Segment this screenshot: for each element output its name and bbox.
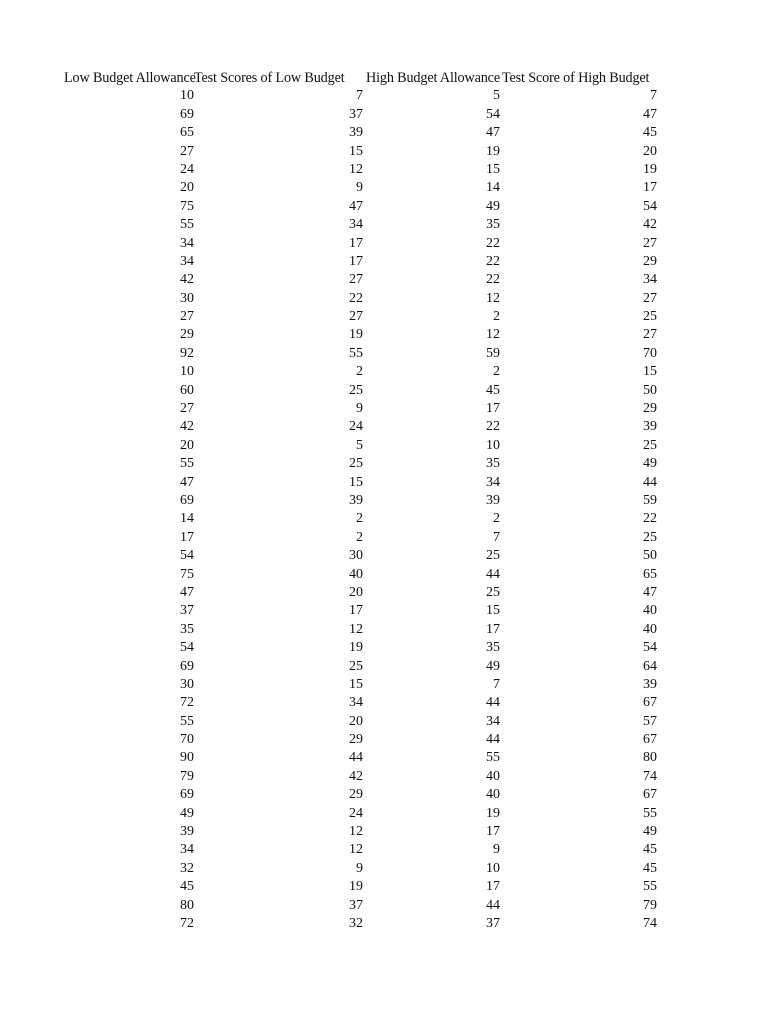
table-row xyxy=(0,510,768,528)
table-row xyxy=(0,143,768,161)
table-row xyxy=(0,326,768,344)
cell-test-score-low-budget: 19 xyxy=(349,327,363,343)
cell-test-score-high-budget: 40 xyxy=(643,621,657,637)
table-row xyxy=(0,529,768,547)
cell-low-budget-allowance: 24 xyxy=(180,161,194,177)
cell-low-budget-allowance: 17 xyxy=(180,529,194,545)
cell-test-score-high-budget: 7 xyxy=(650,88,657,104)
table-row xyxy=(0,400,768,418)
cell-test-score-low-budget: 12 xyxy=(349,842,363,858)
cell-test-score-high-budget: 19 xyxy=(643,161,657,177)
cell-high-budget-allowance: 17 xyxy=(486,621,500,637)
cell-test-score-high-budget: 50 xyxy=(643,548,657,564)
cell-low-budget-allowance: 35 xyxy=(180,621,194,637)
cell-test-score-high-budget: 27 xyxy=(643,290,657,306)
table-row xyxy=(0,418,768,436)
table-row xyxy=(0,290,768,308)
cell-test-score-low-budget: 17 xyxy=(349,603,363,619)
cell-test-score-high-budget: 34 xyxy=(643,272,657,288)
cell-high-budget-allowance: 2 xyxy=(493,364,500,380)
cell-test-score-high-budget: 55 xyxy=(643,805,657,821)
cell-test-score-high-budget: 67 xyxy=(643,695,657,711)
cell-high-budget-allowance: 45 xyxy=(486,382,500,398)
table-row xyxy=(0,658,768,676)
cell-low-budget-allowance: 30 xyxy=(180,290,194,306)
cell-low-budget-allowance: 79 xyxy=(180,768,194,784)
cell-test-score-high-budget: 45 xyxy=(643,842,657,858)
cell-high-budget-allowance: 15 xyxy=(486,603,500,619)
cell-test-score-high-budget: 15 xyxy=(643,364,657,380)
cell-test-score-low-budget: 19 xyxy=(349,640,363,656)
cell-test-score-low-budget: 12 xyxy=(349,161,363,177)
cell-test-score-low-budget: 29 xyxy=(349,787,363,803)
cell-test-score-high-budget: 54 xyxy=(643,640,657,656)
cell-low-budget-allowance: 42 xyxy=(180,419,194,435)
cell-test-score-low-budget: 44 xyxy=(349,750,363,766)
cell-low-budget-allowance: 34 xyxy=(180,235,194,251)
cell-low-budget-allowance: 14 xyxy=(180,511,194,527)
table-row xyxy=(0,823,768,841)
cell-low-budget-allowance: 55 xyxy=(180,217,194,233)
cell-test-score-high-budget: 59 xyxy=(643,492,657,508)
cell-low-budget-allowance: 55 xyxy=(180,456,194,472)
cell-high-budget-allowance: 47 xyxy=(486,125,500,141)
data-rows xyxy=(0,87,768,933)
cell-low-budget-allowance: 29 xyxy=(180,327,194,343)
cell-test-score-low-budget: 20 xyxy=(349,713,363,729)
cell-high-budget-allowance: 22 xyxy=(486,272,500,288)
cell-low-budget-allowance: 27 xyxy=(180,401,194,417)
table-row xyxy=(0,198,768,216)
table-row xyxy=(0,749,768,767)
cell-high-budget-allowance: 40 xyxy=(486,768,500,784)
cell-high-budget-allowance: 9 xyxy=(493,842,500,858)
cell-test-score-low-budget: 29 xyxy=(349,732,363,748)
cell-high-budget-allowance: 19 xyxy=(486,143,500,159)
cell-high-budget-allowance: 10 xyxy=(486,437,500,453)
table-row xyxy=(0,382,768,400)
data-sheet xyxy=(0,69,768,933)
table-row xyxy=(0,87,768,105)
cell-test-score-high-budget: 47 xyxy=(643,106,657,122)
cell-test-score-low-budget: 22 xyxy=(349,290,363,306)
cell-test-score-high-budget: 44 xyxy=(643,474,657,490)
cell-low-budget-allowance: 27 xyxy=(180,309,194,325)
cell-low-budget-allowance: 69 xyxy=(180,658,194,674)
cell-test-score-high-budget: 49 xyxy=(643,824,657,840)
cell-low-budget-allowance: 92 xyxy=(180,345,194,361)
cell-test-score-high-budget: 50 xyxy=(643,382,657,398)
cell-test-score-low-budget: 37 xyxy=(349,897,363,913)
table-row xyxy=(0,455,768,473)
cell-high-budget-allowance: 55 xyxy=(486,750,500,766)
cell-test-score-high-budget: 39 xyxy=(643,676,657,692)
cell-low-budget-allowance: 42 xyxy=(180,272,194,288)
table-row xyxy=(0,602,768,620)
cell-test-score-high-budget: 67 xyxy=(643,787,657,803)
cell-low-budget-allowance: 10 xyxy=(180,364,194,380)
cell-test-score-low-budget: 17 xyxy=(349,235,363,251)
table-row xyxy=(0,106,768,124)
table-row xyxy=(0,915,768,933)
table-row xyxy=(0,713,768,731)
cell-test-score-high-budget: 80 xyxy=(643,750,657,766)
cell-test-score-high-budget: 57 xyxy=(643,713,657,729)
cell-test-score-low-budget: 15 xyxy=(349,474,363,490)
cell-high-budget-allowance: 15 xyxy=(486,161,500,177)
cell-test-score-low-budget: 9 xyxy=(356,860,363,876)
cell-low-budget-allowance: 34 xyxy=(180,842,194,858)
table-row xyxy=(0,492,768,510)
cell-high-budget-allowance: 2 xyxy=(493,309,500,325)
cell-test-score-low-budget: 24 xyxy=(349,419,363,435)
cell-high-budget-allowance: 35 xyxy=(486,456,500,472)
cell-low-budget-allowance: 70 xyxy=(180,732,194,748)
cell-low-budget-allowance: 54 xyxy=(180,548,194,564)
table-row xyxy=(0,878,768,896)
header-low-budget-allowance: Low Budget Allowance xyxy=(64,70,196,86)
cell-test-score-high-budget: 45 xyxy=(643,860,657,876)
cell-test-score-low-budget: 34 xyxy=(349,695,363,711)
header-row xyxy=(0,69,768,87)
cell-high-budget-allowance: 17 xyxy=(486,824,500,840)
cell-test-score-high-budget: 54 xyxy=(643,198,657,214)
cell-test-score-low-budget: 7 xyxy=(356,88,363,104)
cell-test-score-high-budget: 64 xyxy=(643,658,657,674)
cell-test-score-low-budget: 40 xyxy=(349,566,363,582)
cell-high-budget-allowance: 34 xyxy=(486,713,500,729)
cell-low-budget-allowance: 75 xyxy=(180,198,194,214)
cell-high-budget-allowance: 14 xyxy=(486,180,500,196)
cell-low-budget-allowance: 69 xyxy=(180,492,194,508)
cell-low-budget-allowance: 37 xyxy=(180,603,194,619)
cell-test-score-low-budget: 32 xyxy=(349,915,363,931)
cell-high-budget-allowance: 25 xyxy=(486,548,500,564)
table-row xyxy=(0,437,768,455)
cell-test-score-high-budget: 39 xyxy=(643,419,657,435)
cell-test-score-low-budget: 34 xyxy=(349,217,363,233)
cell-high-budget-allowance: 17 xyxy=(486,401,500,417)
table-row xyxy=(0,179,768,197)
cell-high-budget-allowance: 34 xyxy=(486,474,500,490)
cell-test-score-low-budget: 27 xyxy=(349,272,363,288)
cell-low-budget-allowance: 60 xyxy=(180,382,194,398)
cell-test-score-low-budget: 25 xyxy=(349,658,363,674)
cell-test-score-low-budget: 20 xyxy=(349,584,363,600)
cell-high-budget-allowance: 49 xyxy=(486,198,500,214)
table-row xyxy=(0,474,768,492)
table-row xyxy=(0,547,768,565)
cell-test-score-high-budget: 74 xyxy=(643,915,657,931)
table-row xyxy=(0,161,768,179)
cell-test-score-high-budget: 29 xyxy=(643,401,657,417)
cell-test-score-low-budget: 15 xyxy=(349,143,363,159)
cell-test-score-high-budget: 29 xyxy=(643,253,657,269)
cell-test-score-high-budget: 70 xyxy=(643,345,657,361)
cell-test-score-high-budget: 20 xyxy=(643,143,657,159)
cell-test-score-high-budget: 42 xyxy=(643,217,657,233)
cell-high-budget-allowance: 44 xyxy=(486,732,500,748)
cell-test-score-high-budget: 22 xyxy=(643,511,657,527)
table-row xyxy=(0,639,768,657)
cell-high-budget-allowance: 7 xyxy=(493,676,500,692)
cell-test-score-low-budget: 47 xyxy=(349,198,363,214)
cell-low-budget-allowance: 54 xyxy=(180,640,194,656)
cell-test-score-high-budget: 67 xyxy=(643,732,657,748)
cell-low-budget-allowance: 10 xyxy=(180,88,194,104)
cell-high-budget-allowance: 2 xyxy=(493,511,500,527)
cell-low-budget-allowance: 47 xyxy=(180,584,194,600)
cell-high-budget-allowance: 37 xyxy=(486,915,500,931)
cell-test-score-low-budget: 27 xyxy=(349,309,363,325)
table-row xyxy=(0,584,768,602)
table-row xyxy=(0,124,768,142)
table-row xyxy=(0,235,768,253)
cell-test-score-high-budget: 55 xyxy=(643,879,657,895)
table-row xyxy=(0,694,768,712)
cell-low-budget-allowance: 90 xyxy=(180,750,194,766)
table-row xyxy=(0,363,768,381)
cell-test-score-high-budget: 17 xyxy=(643,180,657,196)
cell-low-budget-allowance: 72 xyxy=(180,695,194,711)
cell-test-score-high-budget: 49 xyxy=(643,456,657,472)
cell-high-budget-allowance: 19 xyxy=(486,805,500,821)
cell-low-budget-allowance: 27 xyxy=(180,143,194,159)
cell-low-budget-allowance: 55 xyxy=(180,713,194,729)
cell-high-budget-allowance: 35 xyxy=(486,640,500,656)
table-row xyxy=(0,897,768,915)
table-row xyxy=(0,805,768,823)
table-row xyxy=(0,621,768,639)
cell-low-budget-allowance: 34 xyxy=(180,253,194,269)
cell-test-score-low-budget: 15 xyxy=(349,676,363,692)
cell-test-score-low-budget: 9 xyxy=(356,401,363,417)
table-row xyxy=(0,308,768,326)
table-row xyxy=(0,860,768,878)
cell-test-score-low-budget: 30 xyxy=(349,548,363,564)
cell-high-budget-allowance: 5 xyxy=(493,88,500,104)
cell-test-score-low-budget: 37 xyxy=(349,106,363,122)
header-high-budget-allowance: High Budget Allowance xyxy=(366,70,500,86)
cell-high-budget-allowance: 17 xyxy=(486,879,500,895)
cell-low-budget-allowance: 47 xyxy=(180,474,194,490)
table-row xyxy=(0,271,768,289)
cell-low-budget-allowance: 30 xyxy=(180,676,194,692)
table-row xyxy=(0,731,768,749)
header-test-score-high-budget: Test Score of High Budget xyxy=(502,70,650,86)
table-row xyxy=(0,253,768,271)
table-row xyxy=(0,841,768,859)
cell-high-budget-allowance: 25 xyxy=(486,584,500,600)
cell-high-budget-allowance: 54 xyxy=(486,106,500,122)
cell-test-score-low-budget: 2 xyxy=(356,529,363,545)
cell-test-score-low-budget: 39 xyxy=(349,492,363,508)
cell-high-budget-allowance: 10 xyxy=(486,860,500,876)
cell-test-score-low-budget: 9 xyxy=(356,180,363,196)
cell-test-score-low-budget: 12 xyxy=(349,824,363,840)
table-row xyxy=(0,216,768,234)
cell-low-budget-allowance: 75 xyxy=(180,566,194,582)
cell-high-budget-allowance: 44 xyxy=(486,897,500,913)
cell-test-score-low-budget: 39 xyxy=(349,125,363,141)
cell-test-score-low-budget: 25 xyxy=(349,456,363,472)
cell-test-score-high-budget: 65 xyxy=(643,566,657,582)
cell-low-budget-allowance: 39 xyxy=(180,824,194,840)
cell-high-budget-allowance: 22 xyxy=(486,419,500,435)
header-test-scores-low-budget: Test Scores of Low Budget xyxy=(194,70,345,86)
cell-high-budget-allowance: 39 xyxy=(486,492,500,508)
cell-high-budget-allowance: 22 xyxy=(486,235,500,251)
cell-high-budget-allowance: 12 xyxy=(486,327,500,343)
cell-test-score-low-budget: 5 xyxy=(356,437,363,453)
cell-test-score-low-budget: 2 xyxy=(356,511,363,527)
cell-high-budget-allowance: 59 xyxy=(486,345,500,361)
cell-test-score-high-budget: 79 xyxy=(643,897,657,913)
table-row xyxy=(0,566,768,584)
cell-test-score-low-budget: 42 xyxy=(349,768,363,784)
cell-test-score-high-budget: 27 xyxy=(643,235,657,251)
cell-test-score-high-budget: 47 xyxy=(643,584,657,600)
cell-test-score-low-budget: 12 xyxy=(349,621,363,637)
cell-test-score-low-budget: 55 xyxy=(349,345,363,361)
cell-low-budget-allowance: 45 xyxy=(180,879,194,895)
table-row xyxy=(0,768,768,786)
cell-low-budget-allowance: 20 xyxy=(180,437,194,453)
cell-test-score-low-budget: 17 xyxy=(349,253,363,269)
cell-test-score-high-budget: 25 xyxy=(643,529,657,545)
cell-test-score-low-budget: 2 xyxy=(356,364,363,380)
cell-test-score-high-budget: 45 xyxy=(643,125,657,141)
table-row xyxy=(0,786,768,804)
cell-test-score-high-budget: 25 xyxy=(643,437,657,453)
cell-low-budget-allowance: 65 xyxy=(180,125,194,141)
cell-low-budget-allowance: 80 xyxy=(180,897,194,913)
cell-high-budget-allowance: 12 xyxy=(486,290,500,306)
table-row xyxy=(0,345,768,363)
cell-test-score-high-budget: 40 xyxy=(643,603,657,619)
cell-low-budget-allowance: 20 xyxy=(180,180,194,196)
cell-high-budget-allowance: 22 xyxy=(486,253,500,269)
cell-high-budget-allowance: 44 xyxy=(486,566,500,582)
cell-high-budget-allowance: 44 xyxy=(486,695,500,711)
cell-high-budget-allowance: 7 xyxy=(493,529,500,545)
cell-high-budget-allowance: 40 xyxy=(486,787,500,803)
cell-high-budget-allowance: 49 xyxy=(486,658,500,674)
cell-test-score-high-budget: 27 xyxy=(643,327,657,343)
cell-test-score-high-budget: 74 xyxy=(643,768,657,784)
cell-low-budget-allowance: 32 xyxy=(180,860,194,876)
cell-test-score-high-budget: 25 xyxy=(643,309,657,325)
cell-low-budget-allowance: 69 xyxy=(180,787,194,803)
table-row xyxy=(0,676,768,694)
cell-low-budget-allowance: 69 xyxy=(180,106,194,122)
cell-low-budget-allowance: 72 xyxy=(180,915,194,931)
cell-test-score-low-budget: 19 xyxy=(349,879,363,895)
cell-test-score-low-budget: 25 xyxy=(349,382,363,398)
cell-low-budget-allowance: 49 xyxy=(180,805,194,821)
cell-high-budget-allowance: 35 xyxy=(486,217,500,233)
cell-test-score-low-budget: 24 xyxy=(349,805,363,821)
